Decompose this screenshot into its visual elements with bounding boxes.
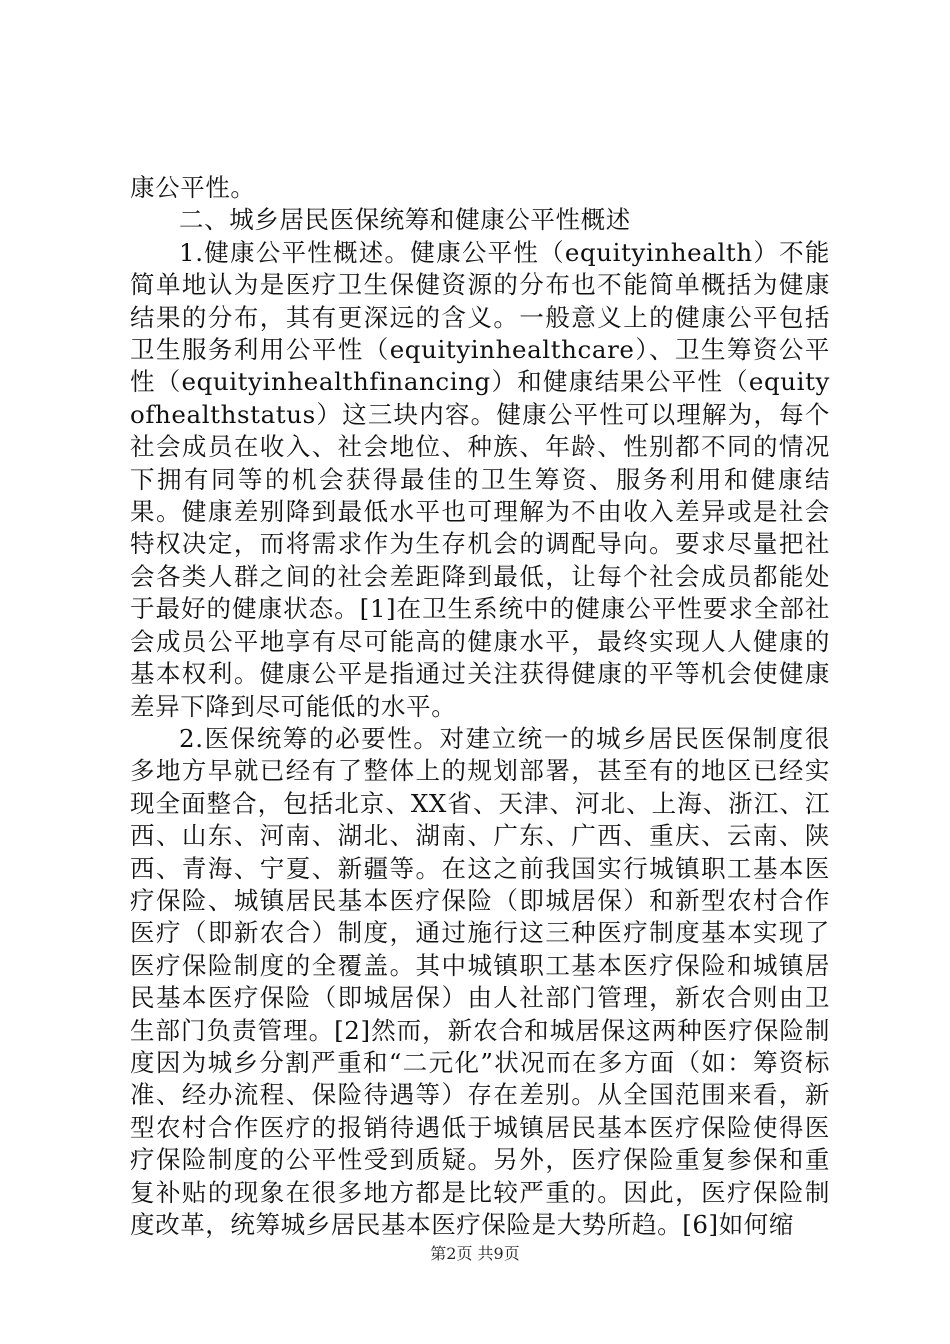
section-heading: 二、城乡居民医保统筹和健康公平性概述 — [179, 205, 631, 235]
paragraph-continuation: 康公平性。 — [130, 173, 256, 202]
paragraph-health-equity: 1.健康公平性概述。健康公平性（equityinhealth）不能简单地认为是医疗卫生保健资源的分布也不能简单概括为健康结果的分布，其有更深远的含义。一般意义上的健康公平包括卫生服务利用公平性（equityinhealthcare）、卫生筹资公平性（equityinhealthfinancing）和健康结果公平性（equityofhealthstatus）这三块内容。健康公平性可以理解为，每个社会成员在收入、社会地位、种族、年龄、性别都不同的情况下拥有同等的机会获得最佳的卫生筹资、服务利用和健康结果。健康差别降到最低水平也可理解为不由收入差异或是社会特权决定，而将需求作为生存机会的调配导向。要求尽量把社会各类人群之间的社会差距降到最低，让每个社会成员都能处于最好的健康状态。[1]在卫生系统中的健康公平性要求全部社会成员公平地享有尽可能高的健康水平，最终实现人人健康的基本权利。健康公平是指通过关注获得健康的平等机会使健康差异下降到尽可能低的水平。 — [130, 237, 830, 721]
page-number-footer: 第2页 共9页 — [430, 1244, 520, 1263]
document-body — [130, 172, 830, 1241]
paragraph-insurance-integration: 2.医保统筹的必要性。对建立统一的城乡居民医保制度很多地方早就已经有了整体上的规划部署，甚至有的地区已经实现全面整合，包括北京、XX省、天津、河北、上海、浙江、江西、山东、河南、湖北、湖南、广东、广西、重庆、云南、陕西、青海、宁夏、新疆等。在这之前我国实行城镇职工基本医疗保险、城镇居民基本医疗保险（即城居保）和新型农村合作医疗（即新农合）制度，通过施行这三种医疗制度基本实现了医疗保险制度的全覆盖。其中城镇职工基本医疗保险和城镇居民基本医疗保险（即城居保）由人社部门管理，新农合则由卫生部门负责管理。[2]然而，新农合和城居保这两种医疗保险制度因为城乡分割严重和“二元化”状况而在多方面（如：筹资标准、经办流程、保险待遇等）存在差别。从全国范围来看，新型农村合作医疗的报销待遇低于城镇居民基本医疗保险使得医疗保险制度的公平性受到质疑。另外，医疗保险重复参保和重复补贴的现象在很多地方都是比较严重的。因此，医疗保险制度改革，统筹城乡居民基本医疗保险是大势所趋。[6]如何缩 — [130, 723, 830, 1239]
